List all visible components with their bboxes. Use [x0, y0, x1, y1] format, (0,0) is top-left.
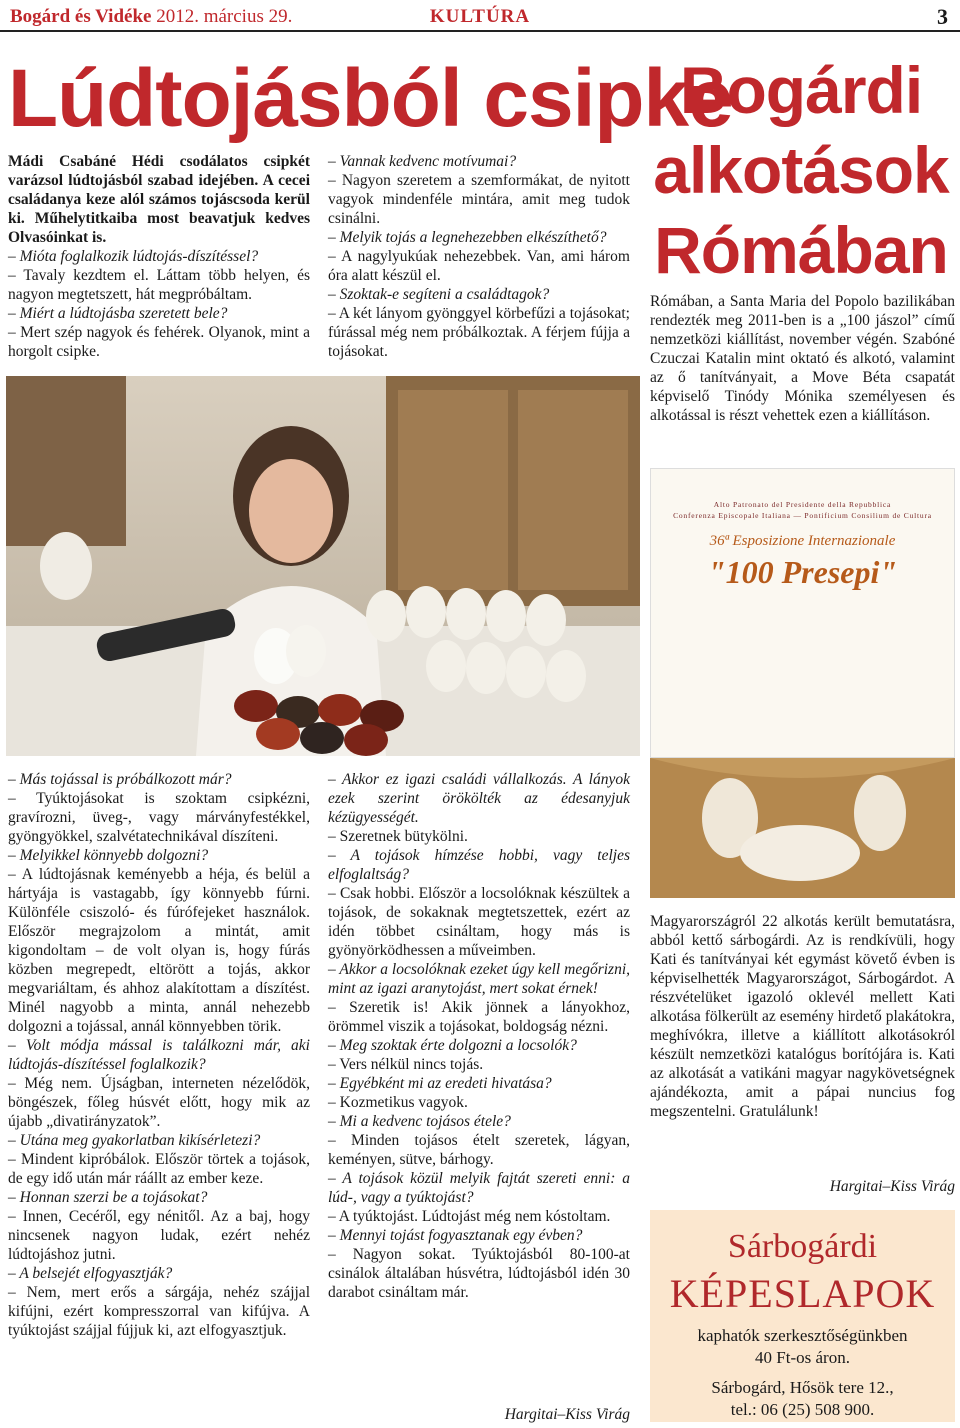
interview-answer: – A nagylyukúak nehezebbek. Van, ami három óra alatt készül el. — [328, 248, 630, 284]
nativity-illustration — [650, 758, 955, 898]
interview-question: – Vannak kedvenc motívumai? — [328, 153, 517, 170]
interview-question: – Egyébként mi az eredeti hivatása? — [328, 1075, 552, 1092]
qa-list — [8, 247, 310, 361]
interview-question: – Melyik tojás a legnehezebben elkészíthető? — [328, 229, 607, 246]
interview-answer: – Csak hobbi. Először a locsolóknak készültek a tojások, de sokaknak megtetszettek, ezért az idén többet csináltam, hogy más is gyönyörködhessen a műveimben. — [328, 885, 630, 959]
ad-line6: tel.: 06 (25) 508 900. — [730, 1400, 875, 1419]
interview-answer: – Szeretik is! Akik jönnek a lányokhoz, örömmel viszik a tojásokat, boldogság nézni. — [328, 999, 630, 1035]
interview-answer: – Innen, Cecéről, egy nénitől. Az a baj, hogy nincsenek nagyon ludak, ezért nehéz lúdtojáshoz jutni. — [8, 1208, 310, 1263]
poster-exposition: 36ª Esposizione Internazionale — [709, 533, 896, 549]
article-byline: Hargitai–Kiss Virág — [504, 1406, 630, 1423]
interview-question: – Akkor ez igazi családi vállalkozás. A lányok ezek szerint örökölték az édesanyjuk kézügyességét. — [328, 771, 630, 826]
interview-question: – Honnan szerzi be a tojásokat? — [8, 1189, 208, 1206]
postcard-advertisement — [650, 1210, 955, 1422]
interview-question: – Meg szoktak érte dolgozni a locsolók? — [328, 1037, 577, 1054]
article-title: Lúdtojásból csipke — [8, 53, 733, 144]
interview-answer: – Nagyon sokat. Tyúktojásból 80-100-at csinálok általában húsvétra, lúdtojásból idén 30 darabot csináltam már. — [328, 1246, 630, 1301]
interview-question: – Mi a kedvenc tojásos étele? — [328, 1113, 511, 1130]
article-col1-bottom — [8, 770, 310, 1340]
poster-presepi: "100 Presepi" — [707, 554, 898, 590]
article2-paragraph2: Magyarországról 22 alkotás került bemutatásra, abból kettő sárbogárdi. Az is rendkívüli, hogy Kati és tanítványai két egymást követő évben is képviselhették Magyarországot, Sárbogárdot. A részvételüket igazoló oklevél mellett Kati alkotása fölkerült az esemény hirdető plakátokra, meghívókra, illetve a kiállított alkotásokról készült nemzetközi katalógus borítójára is. Kati az alkotását a vatikáni magyar nagykövetségnek ajándékozta, amit a pápai nuncius fog megszentelni. Gratulálunk! — [650, 913, 955, 1120]
interview-question: – Mióta foglalkozik lúdtojás-díszítéssel? — [8, 248, 259, 265]
interview-answer: – Vers nélkül nincs tojás. — [328, 1056, 484, 1073]
interview-answer: – A tyúktojást. Lúdtojást még nem kóstoltam. — [328, 1208, 611, 1225]
article-col1-top — [8, 152, 310, 361]
interview-answer: – A két lányom gyönggyel körbefűzi a tojásokat; fúrással még nem próbálkoztak. A férjem fújja a tojásokat. — [328, 305, 630, 360]
article2-title-line: Rómában — [654, 213, 948, 287]
publication-name: Bogárd és Vidéke — [10, 6, 152, 27]
article2-byline: Hargitai–Kiss Virág — [829, 1178, 955, 1195]
interview-question: – Miért a lúdtojásba szeretett bele? — [8, 305, 228, 322]
interview-answer: – Mindent kipróbálok. Először törtek a tojások, de egy idő után már ráállt az ember keze. — [8, 1151, 310, 1187]
article-lead: Mádi Csabáné Hédi csodálatos csipkét varázsol lúdtojásból szabad idejében. A cecei családanya keze alól számos tojáscsoda kerül ki. Műhelytitkaiba most beavatjuk kedves Olvasóinkat is. — [8, 153, 310, 246]
interview-answer: – Tyúktojásokat is szoktam csipkézni, gravírozni, üveg-, vagy márványfestékkel, gyöngyökkel, szalvétatechnikával díszíteni. — [8, 790, 310, 845]
interview-question: – Szoktak-e segíteni a családtagok? — [328, 286, 550, 303]
interview-answer: – Minden tojásos ételt szeretek, lágyan, keményen, sütve, bárhogy. — [328, 1132, 630, 1168]
article2-title — [648, 50, 954, 290]
article-col2-bottom — [328, 770, 630, 1302]
publication-date: 2012. március 29. — [156, 6, 293, 27]
ad-line3: kaphatók szerkesztőségünkben — [697, 1326, 908, 1345]
ad-line4: 40 Ft-os áron. — [755, 1348, 850, 1367]
article-col2-top — [328, 152, 630, 361]
exhibition-poster — [650, 468, 955, 758]
interview-answer: – Tavaly kezdtem el. Láttam több helyen, és nagyon megtetszett, hát megpróbáltam. — [8, 267, 310, 303]
interview-question: – A tojások közül melyik fajtát szereti enni: a lúd-, vagy a tyúktojást? — [328, 1170, 630, 1206]
interview-answer: – Mert szép nagyok és fehérek. Olyanok, mint a horgolt csipke. — [8, 324, 310, 360]
ad-line2: KÉPESLAPOK — [669, 1271, 936, 1316]
interview-question: – Mennyi tojást fogyasztanak egy évben? — [328, 1227, 583, 1244]
article2-paragraph1: Rómában, a Santa Maria del Popolo bazilikában rendezték meg 2011-ben is a „100 jászol” című nemzetközi kiállítást, november végén. Szabóné Czuczai Katalin mint oktató és alkotó, valamint az ő tanítványait, a Move Béta csapatát képviselő Tinódy Mónika személyesen és alkotással is részt vehettek ezen a kiállításon. — [650, 293, 955, 424]
page-header — [0, 0, 960, 32]
interview-question: – Utána meg gyakorlatban kikísérletezi? — [8, 1132, 261, 1149]
interview-answer: – Nem, mert erős a sárgája, nehéz szájjal kifújni, ezért kompresszorral van kifújva. A tyúktojást szájjal fújjuk ki, azt elfogyasztjuk. — [8, 1284, 310, 1339]
interview-answer: – A lúdtojásnak keményebb a héja, és belül a hártyája is vastagabb, így könnyebb fúrni. Különféle csiszoló- és fúrófejeket használok. Először megrajzolom a mintát, amit kigondoltam – de volt olyan is, hogy fúrás közben megrepedt, eltörött a tojás, akkor megvariáltam, és ahhoz alakítottam a díszítést. Minél nagyobb a minta, annál nehezebb dolgozni a tojással, annál könnyebben törik. — [8, 866, 310, 1035]
interview-question: – Más tojással is próbálkozott már? — [8, 771, 232, 788]
interview-question: – A tojások hímzése hobbi, vagy teljes elfoglaltság? — [328, 847, 630, 883]
qa-list — [328, 770, 630, 1302]
nativity-photo — [650, 758, 955, 898]
poster-line1: Alto Patronato del Presidente della Repubblica — [713, 500, 892, 509]
section-label: KULTÚRA — [429, 6, 531, 27]
ad-line5: Sárbogárd, Hősök tere 12., — [711, 1378, 894, 1397]
photo-illustration — [6, 376, 640, 756]
interview-question: – A belsejét elfogyasztják? — [8, 1265, 173, 1282]
article2-title-line: alkotások — [653, 133, 949, 207]
poster-header — [651, 469, 954, 521]
poster-line2: Conferenza Episcopale Italiana — Pontificium Consilium de Cultura — [673, 511, 932, 520]
ad-line1: Sárbogárdi — [727, 1228, 878, 1265]
qa-list — [8, 770, 310, 1340]
interview-answer: – Kozmetikus vagyok. — [328, 1094, 468, 1111]
interview-answer: – Még nem. Újságban, interneten nézelődök, böngészek, főleg húsvét előtt, hogy mik az újabb „divatirányzatok”. — [8, 1075, 310, 1130]
article2-title-line: Bogárdi — [679, 53, 923, 127]
interview-answer: – Szeretnek bütykölni. — [328, 828, 468, 845]
interview-question: – Volt módja mással is találkozni már, aki lúdtojás-díszítéssel foglalkozik? — [8, 1037, 310, 1073]
egg-artist-photo — [6, 376, 640, 756]
qa-list — [328, 152, 630, 361]
page-number: 3 — [937, 4, 948, 29]
interview-question: – Akkor a locsolóknak ezeket úgy kell megőrizni, mint az igazi aranytojást, mert sokat érnek! — [328, 961, 630, 997]
interview-answer: – Nagyon szeretem a szemformákat, de nyitott vagyok mindenféle mintára, amit meg tudok csinálni. — [328, 172, 630, 227]
interview-question: – Melyikkel könnyebb dolgozni? — [8, 847, 209, 864]
